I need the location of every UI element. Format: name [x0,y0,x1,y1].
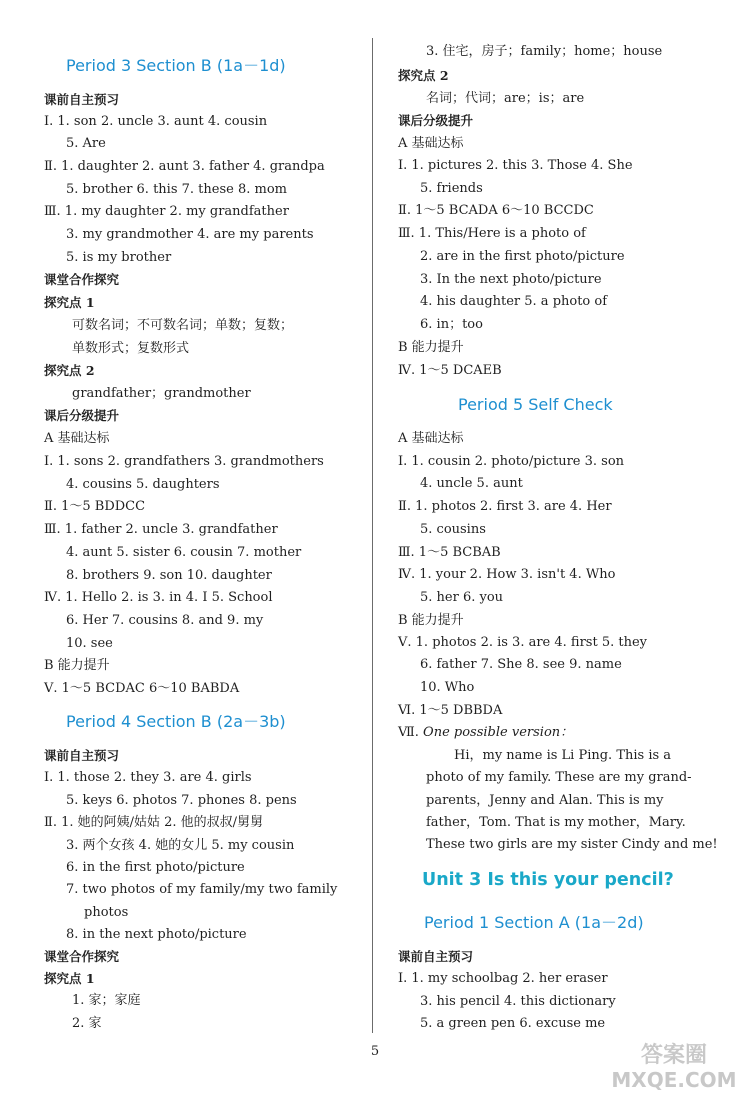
answer-line: 7. two photos of my family/my two family [66,882,338,897]
answer-line: 3. 住宅，房子；family；home；house [426,44,663,59]
answer-line: 可数名词；不可数名词；单数；复数； [72,318,294,333]
answer-line: Ⅱ. 1. 她的阿姨/姑姑 2. 他的叔叔/舅舅 [44,815,264,830]
answer-line: 10. see [66,636,113,651]
answer-line: 单数形式；复数形式 [72,341,190,356]
answer-line: 4. uncle 5. aunt [420,476,523,491]
answer-line: father，Tom. That is my mother，Mary. [426,815,686,830]
answer-line: A 基础达标 [398,136,464,151]
section-heading: 课前自主预习 [44,92,120,107]
unit-heading: Unit 3 Is this your pencil? [422,870,674,890]
answer-line: 10. Who [420,680,475,695]
answer-line: These two girls are my sister Cindy and me! [426,837,718,852]
section-heading: 探究点 2 [398,68,449,83]
answer-line: B 能力提升 [398,613,464,628]
answer-line: Ⅴ. 1. photos 2. is 3. are 4. first 5. they [398,635,648,650]
section-heading: 探究点 2 [44,363,95,378]
answer-line: 4. cousins 5. daughters [66,477,220,492]
answer-line: 5. cousins [420,522,486,537]
answer-line: 6. in the first photo/picture [66,860,245,875]
answer-line: 6. father 7. She 8. see 9. name [420,657,622,672]
section-heading: 课前自主预习 [44,748,120,763]
answer-line: grandfather；grandmother [72,386,251,401]
answer-line: 3. my grandmother 4. are my parents [66,227,314,242]
answer-line: Ⅱ. 1～5 BCADA 6～10 BCCDC [398,203,594,218]
answer-line: 4. aunt 5. sister 6. cousin 7. mother [66,545,302,560]
answer-line: 3. In the next photo/picture [420,272,602,287]
answer-line: 5. is my brother [66,250,172,265]
period-heading: Period 1 Section A (1a－2d) [424,913,644,932]
period-heading: Period 3 Section B (1a－1d) [66,56,286,75]
answer-line: 8. brothers 9. son 10. daughter [66,568,272,583]
page-number: 5 [370,1044,380,1059]
answer-line: 5. her 6. you [420,590,504,605]
answer-line: Ⅱ. 1. daughter 2. aunt 3. father 4. grandpa [44,159,325,174]
answer-line: Hi，my name is Li Ping. This is a [454,748,672,763]
watermark-text-cn: 答案圈 [640,1043,708,1068]
answer-line: Ⅰ. 1. son 2. uncle 3. aunt 4. cousin [44,114,268,129]
answer-line: 5. friends [420,181,483,196]
answer-line: 3. 两个女孩 4. 她的女儿 5. my cousin [66,838,295,853]
section-heading: 探究点 1 [44,971,95,986]
answer-line: A 基础达标 [398,431,464,446]
answer-line: parents，Jenny and Alan. This is my [426,793,664,808]
answer-line: A 基础达标 [44,431,110,446]
watermark-logo [606,1037,742,1091]
answer-line: 5. a green pen 6. excuse me [420,1016,606,1031]
answer-line: 8. in the next photo/picture [66,927,247,942]
answer-line: photo of my family. These are my grand- [426,770,692,785]
column-divider [372,38,373,1033]
section-heading: 课堂合作探究 [44,272,120,287]
answer-line: 6. Her 7. cousins 8. and 9. my [66,613,264,628]
answer-line: Ⅵ. 1～5 DBBDA [398,703,503,718]
answer-line: 5. keys 6. photos 7. phones 8. pens [66,793,297,808]
answer-line: Ⅲ. 1. my daughter 2. my grandfather [44,204,289,219]
answer-line: 2. are in the first photo/picture [420,249,625,264]
answer-line: 5. brother 6. this 7. these 8. mom [66,182,287,197]
answer-line: 2. 家 [72,1016,102,1031]
answer-line: Ⅳ. 1. your 2. How 3. isn't 4. Who [398,567,616,582]
answer-line: photos [84,905,129,920]
section-heading: 课后分级提升 [398,113,474,128]
answer-line: 1. 家；家庭 [72,993,141,1008]
answer-line: Ⅰ. 1. pictures 2. this 3. Those 4. She [398,158,633,173]
section-heading: 课后分级提升 [44,408,120,423]
answer-line: 3. his pencil 4. this dictionary [420,994,616,1009]
answer-line: 名词；代词；are；is；are [426,91,585,106]
answer-line: 4. his daughter 5. a photo of [420,294,608,309]
answer-line: Ⅱ. 1. photos 2. first 3. are 4. Her [398,499,612,514]
answer-line: Ⅰ. 1. sons 2. grandfathers 3. grandmothers [44,454,324,469]
answer-line: Ⅰ. 1. my schoolbag 2. her eraser [398,971,608,986]
section-heading: 探究点 1 [44,295,95,310]
answer-line: Ⅲ. 1. father 2. uncle 3. grandfather [44,522,278,537]
answer-line: B 能力提升 [44,658,110,673]
answer-line: Ⅱ. 1～5 BDDCC [44,499,146,514]
section-heading: 课前自主预习 [398,949,474,964]
answer-line: Ⅳ. 1. Hello 2. is 3. in 4. I 5. School [44,590,273,605]
watermark-text-en: MXQE.COM [611,1068,737,1091]
period-heading: Period 5 Self Check [458,395,613,414]
answer-line: B 能力提升 [398,340,464,355]
section-heading: 课堂合作探究 [44,949,120,964]
answer-line: 6. in；too [420,317,483,332]
answer-line: 5. Are [66,136,106,151]
period-heading: Period 4 Section B (2a－3b) [66,712,286,731]
answer-line: Ⅶ. One possible version： [398,725,574,740]
answer-line: Ⅲ. 1～5 BCBAB [398,545,501,560]
answer-line: Ⅳ. 1～5 DCAEB [398,363,502,378]
answer-line: Ⅰ. 1. those 2. they 3. are 4. girls [44,770,252,785]
answer-line: Ⅲ. 1. This/Here is a photo of [398,226,586,241]
answer-line: Ⅰ. 1. cousin 2. photo/picture 3. son [398,454,625,469]
answer-line: Ⅴ. 1～5 BCDAC 6～10 BABDA [44,681,240,696]
